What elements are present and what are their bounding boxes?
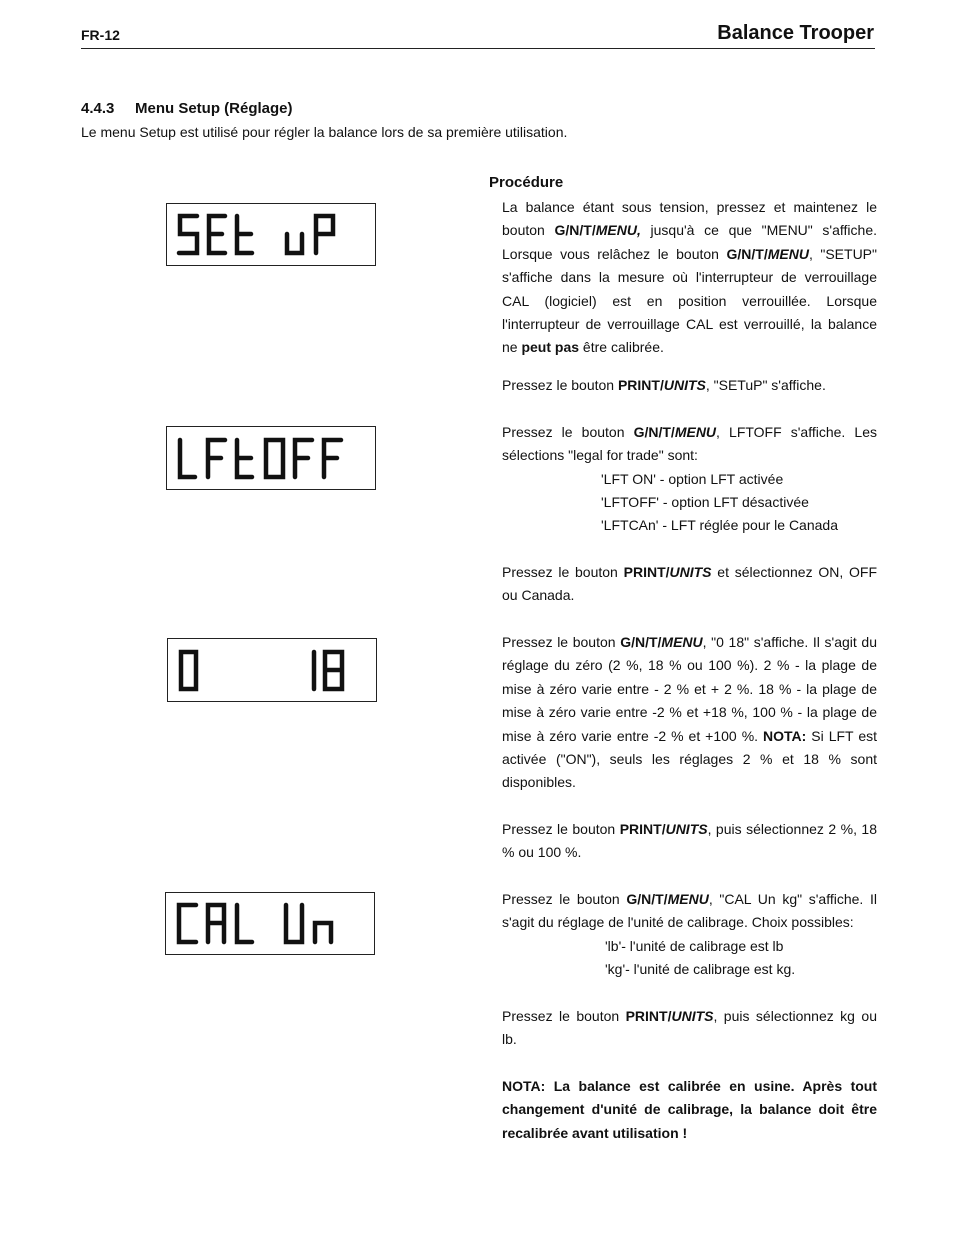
lcd-display-zero-range <box>167 638 377 702</box>
lft-option-canada: 'LFTCAn' - LFT réglée pour le Canada <box>601 517 838 533</box>
procedure-step-3: Pressez le bouton G/N/T/MENU, LFTOFF s'affiche. Les sélections "legal for trade" sont: <box>502 424 877 464</box>
key-print-units: PRINT/UNITS <box>617 377 706 393</box>
cal-unit-option-kg: 'kg'- l'unité de calibrage est kg. <box>605 961 796 977</box>
lcd-display-cal-unit <box>165 892 375 955</box>
section-intro: Le menu Setup est utilisé pour régler la balance lors de sa première utilisation. <box>81 124 568 140</box>
key-print-units: PRINT/UNITS <box>625 1008 714 1024</box>
document-title: Balance Trooper <box>717 22 874 44</box>
page-number: FR-12 <box>81 27 120 43</box>
key-gnt-menu: G/N/T/MENU <box>626 891 709 907</box>
lft-option-off: 'LFTOFF' - option LFT désactivée <box>601 494 809 510</box>
procedure-step-1: La balance étant sous tension, pressez et maintenez le bouton G/N/T/MENU, jusqu'à ce que "MENU" s'affiche. Lorsque vous relâchez le bouton G/N/T/MENU, "SETUP" s'affiche dans la mesure où l'interrupteur de verrouillage CAL (logiciel) est en position verrouillée. Lorsque l'interrupteur de verrouillage CAL est verrouillé, la balance ne peut pas être calibrée. <box>502 199 877 356</box>
procedure-step-2: Pressez le bouton PRINT/UNITS, "SETuP" s'affiche. <box>502 377 826 393</box>
lcd-readout-setup <box>167 204 375 265</box>
lcd-readout-cal-unit <box>166 893 374 954</box>
procedure-step-5: Pressez le bouton G/N/T/MENU, "0 18" s'affiche. Il s'agit du réglage du zéro (2 %, 18 % ou 100 %). 2 % - la plage de mise à zéro varie entre - 2 % et + 2 %. 18 % - la plage de mise à zéro varie entre -2 % et +18 %, 100 % - la plage de mise à zéro varie entre -2 % et +100 %. NOTA: Si LFT est activée ("ON"), seuls les réglages 2 % et 18 % sont disponibles. <box>502 634 877 791</box>
procedure-step-4: Pressez le bouton PRINT/UNITS et sélectionnez ON, OFF ou Canada. <box>502 564 877 604</box>
final-note: NOTA: La balance est calibrée en usine. Après tout changement d'unité de calibrage, la balance doit être recalibrée avant utilisation ! <box>502 1078 877 1141</box>
nota-label: NOTA: <box>763 727 807 744</box>
key-gnt-menu: G/N/T/MENU <box>620 634 703 650</box>
lcd-display-lftoff <box>166 426 376 490</box>
procedure-step-7: Pressez le bouton G/N/T/MENU, "CAL Un kg" s'affiche. Il s'agit du réglage de l'unité de calibrage. Choix possibles: <box>502 891 877 931</box>
key-gnt-menu: G/N/T/MENU <box>633 424 717 440</box>
section-heading <box>81 100 293 117</box>
procedure-step-6: Pressez le bouton PRINT/UNITS, puis sélectionnez 2 %, 18 % ou 100 %. <box>502 821 877 861</box>
lcd-display-setup <box>166 203 376 266</box>
key-print-units: PRINT/UNITS <box>623 564 712 580</box>
section-title: Menu Setup (Réglage) <box>135 100 293 117</box>
procedure-heading: Procédure <box>489 174 564 191</box>
key-print-units: PRINT/UNITS <box>619 821 708 837</box>
cal-unit-option-lb: 'lb'- l'unité de calibrage est lb <box>605 938 784 954</box>
key-gnt-menu: G/N/T/MENU <box>726 245 809 262</box>
header-rule <box>81 48 875 49</box>
lcd-readout-lftoff <box>167 427 375 489</box>
lft-option-on: 'LFT ON' - option LFT activée <box>601 471 784 487</box>
procedure-step-8: Pressez le bouton PRINT/UNITS, puis sélectionnez kg ou lb. <box>502 1008 877 1048</box>
section-number: 4.4.3 <box>81 100 115 117</box>
lcd-readout-zero-range <box>168 639 376 701</box>
emphasis-peut-pas: peut pas <box>521 339 580 356</box>
key-gnt-menu: G/N/T/MENU, <box>554 222 641 239</box>
